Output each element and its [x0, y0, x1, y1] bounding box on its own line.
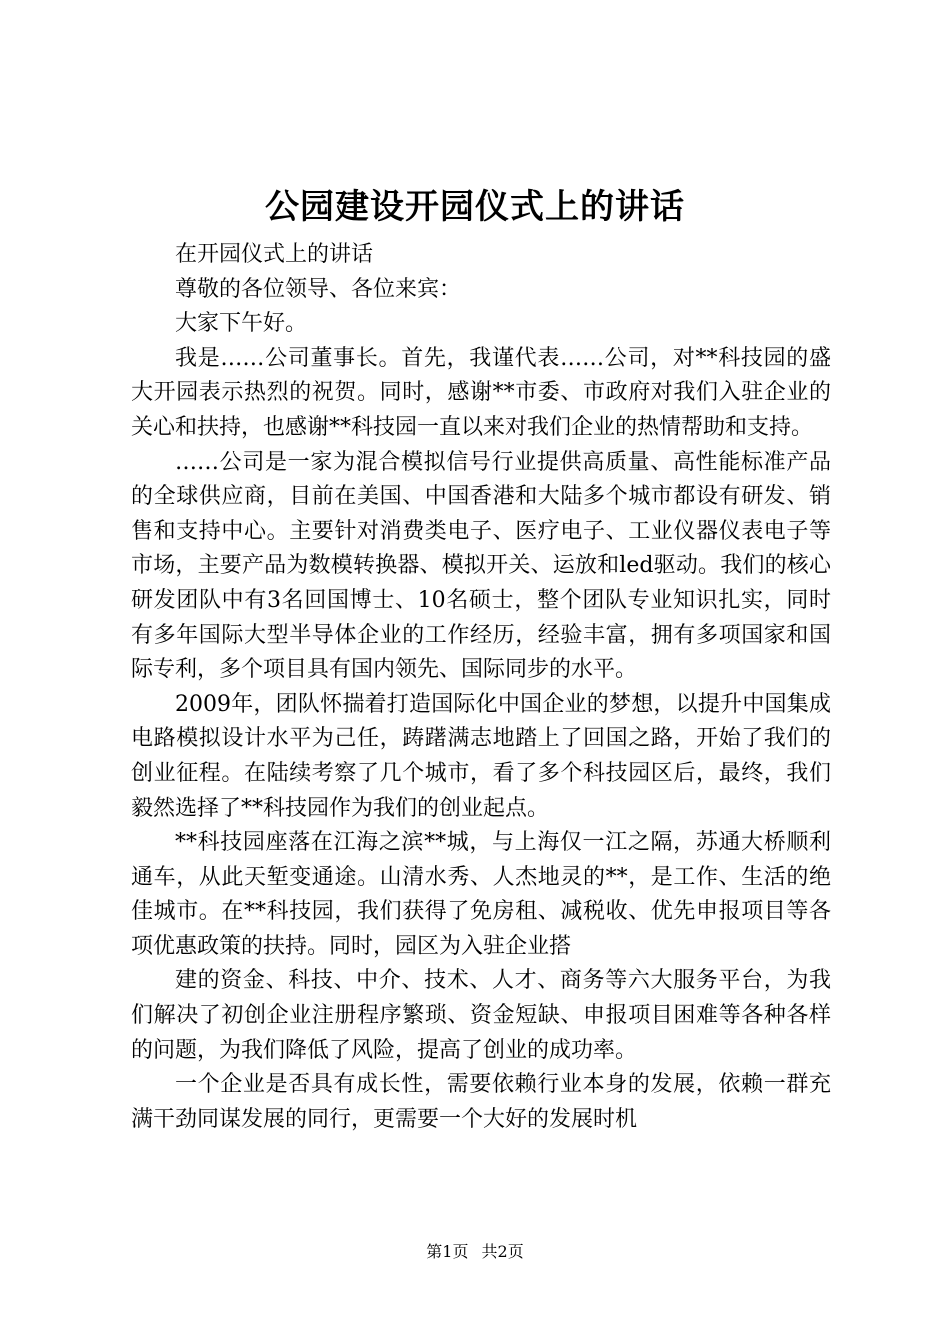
document-title: 公园建设开园仪式上的讲话	[265, 187, 685, 227]
paragraph-greeting: 大家下午好。	[175, 311, 308, 337]
page-footer	[0, 1240, 950, 1264]
paragraph: 我是……公司董事长。首先，我谨代表……公司，对**科技园的盛大开园表示热烈的祝贺。同时，感谢**市委、市政府对我们入驻企业的关心和扶持，也感谢**科技园一直以来对我们企业的热情帮助和支持。	[131, 345, 831, 440]
paragraph-subtitle: 在开园仪式上的讲话	[175, 242, 374, 267]
paragraph: **科技园座落在江海之滨**城，与上海仅一江之隔，苏通大桥顺利通车，从此天堑变通途。山清水秀、人杰地灵的**，是工作、生活的绝佳城市。在**科技园，我们获得了免房租、减税收、优先申报项目等各项优惠政策的扶持。同时，园区为入驻企业搭	[131, 830, 831, 959]
paragraph: 一个企业是否具有成长性，需要依赖行业本身的发展，依赖一群充满干劲同谋发展的同行，更需要一个大好的发展时机	[131, 1072, 831, 1132]
paragraph: ……公司是一家为混合模拟信号行业提供高质量、高性能标准产品的全球供应商，目前在美国、中国香港和大陆多个城市都设有研发、销售和支持中心。主要针对消费类电子、医疗电子、工业仪器仪表电子等市场，主要产品为数模转换器、模拟开关、运放和led驱动。我们的核心研发团队中有3名回国博士、10名硕士，整个团队专业知识扎实，同时有多年国际大型半导体企业的工作经历，经验丰富，拥有多项国家和国际专利，多个项目具有国内领先、国际同步的水平。	[131, 449, 831, 683]
page-total: 共2页	[481, 1242, 524, 1261]
paragraph: 2009年，团队怀揣着打造国际化中国企业的梦想，以提升中国集成电路模拟设计水平为己任，踌躇满志地踏上了回国之路，开始了我们的创业征程。在陆续考察了几个城市，看了多个科技园区后，最终，我们毅然选择了**科技园作为我们的创业起点。	[131, 691, 831, 821]
document-body	[131, 238, 831, 1137]
page-number: 第1页	[426, 1242, 469, 1261]
paragraph-salutation: 尊敬的各位领导、各位来宾：	[175, 276, 462, 302]
paragraph: 建的资金、科技、中介、技术、人才、商务等六大服务平台，为我们解决了初创企业注册程序繁琐、资金短缺、申报项目困难等各种各样的问题，为我们降低了风险，提高了创业的成功率。	[131, 968, 831, 1063]
